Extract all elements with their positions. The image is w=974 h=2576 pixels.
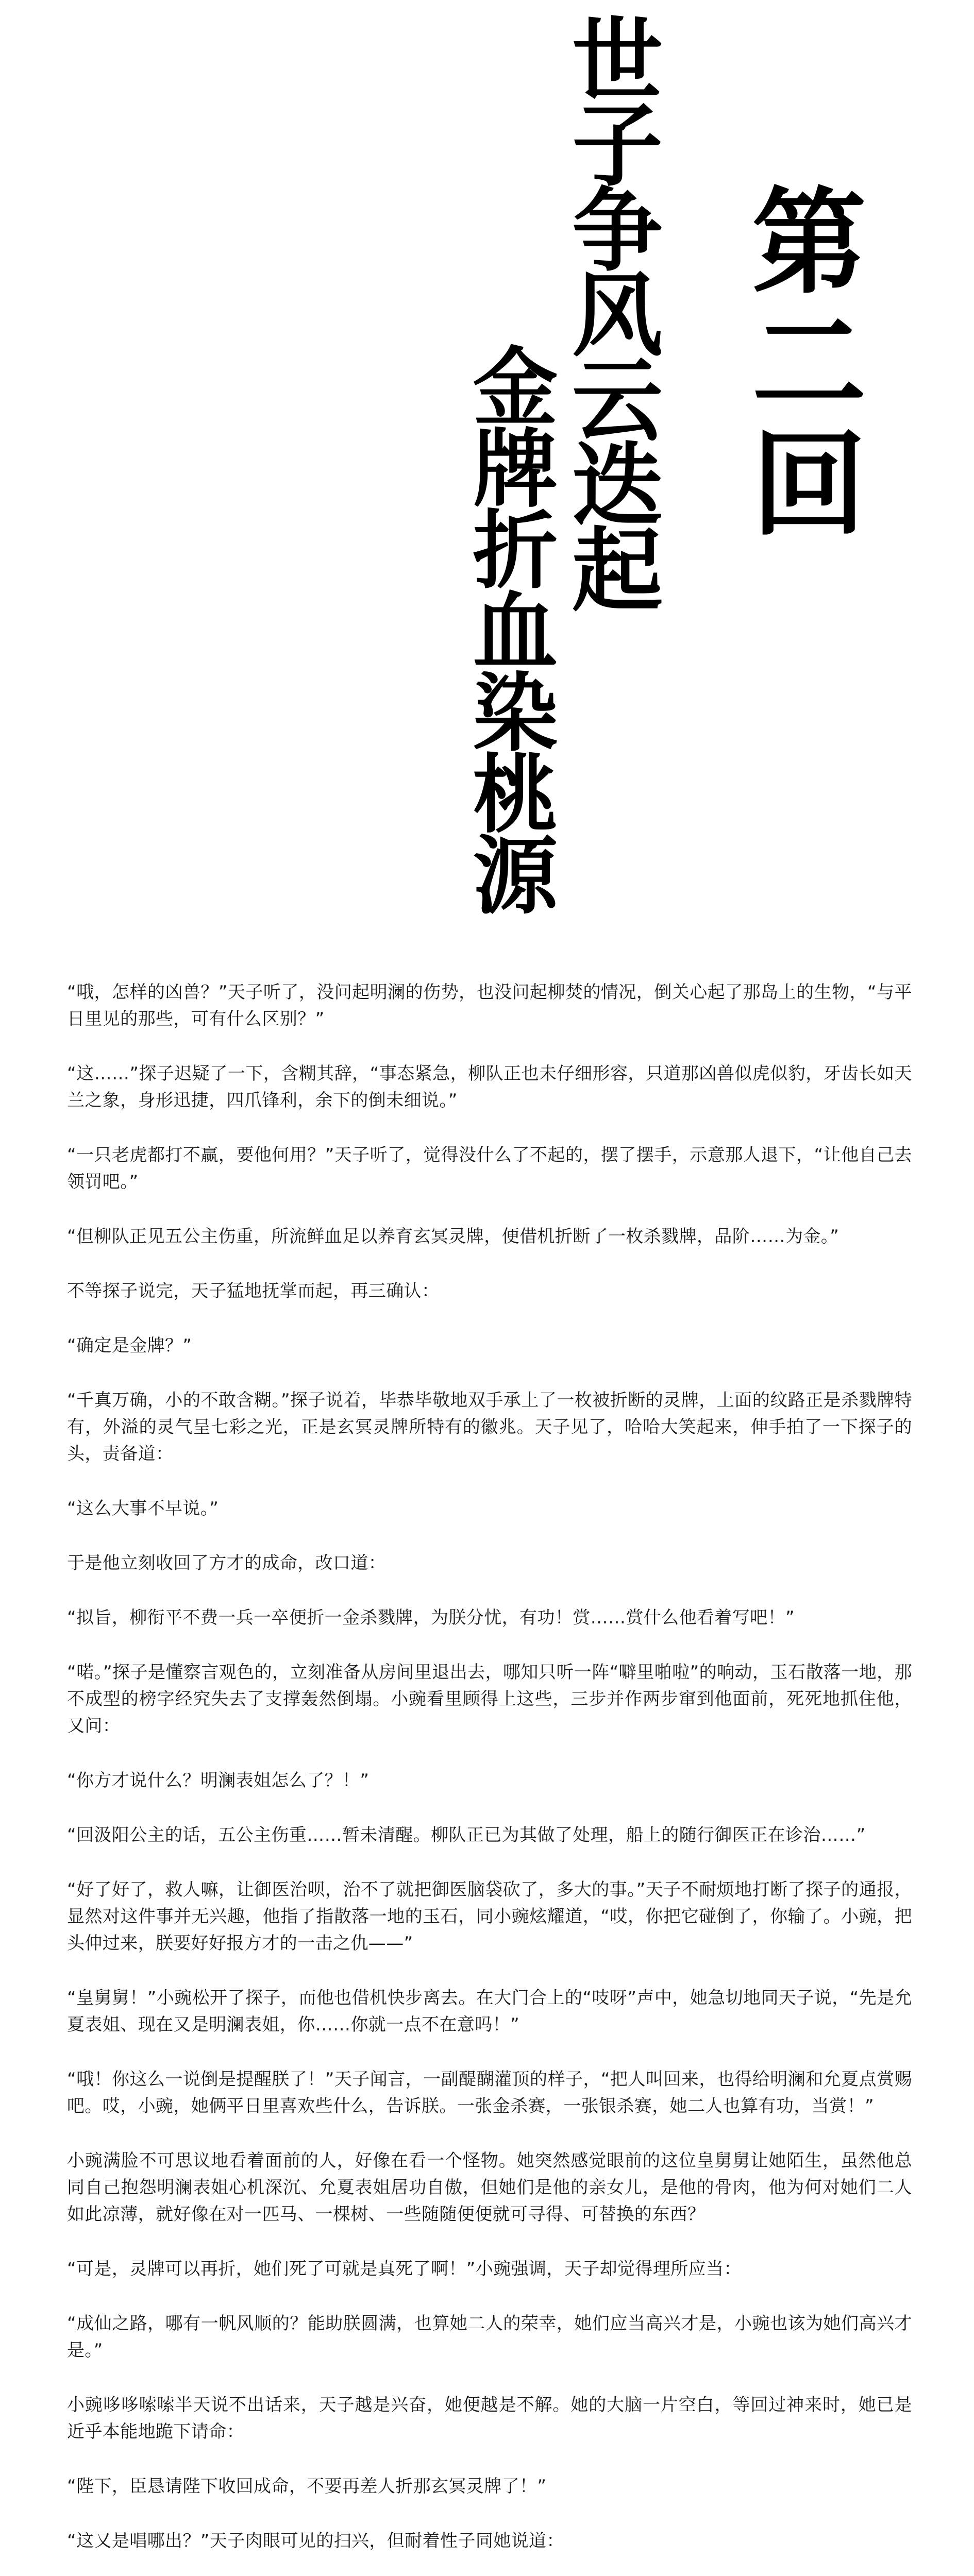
paragraph: “哦，怎样的凶兽？”天子听了，没问起明澜的伤势，也没问起柳焚的情况，倒关心起了那岛上的生物，“与平日里见的那些，可有什么区别？” [67, 982, 912, 1029]
title-main-char: 云 [572, 347, 663, 454]
title-sub-char: 金 [473, 337, 558, 437]
chapter-label-char: 二 [752, 297, 866, 431]
paragraph: “皇舅舅！”小豌松开了探子，而他也借机快步离去。在大门合上的“吱呀”声中，她急切地同天子说，“先是允夏表姐、现在又是明澜表姐，你……你就一点不在意吗！” [67, 1988, 912, 2035]
title-main-char: 争 [572, 177, 663, 284]
paragraph: “但柳队正见五公主伤重，所流鲜血足以养育玄冥灵牌，便借机折断了一枚杀戮牌，品阶……为金。” [67, 1226, 839, 1247]
paragraph: “喏。”探子是懂察言观色的，立刻准备从房间里退出去，哪知只听一阵“噼里啪啦”的响动，玉石散落一地，那不成型的榜字经究失去了支撑轰然倒塌。小豌看里顾得上这些，三步并作两步窜到他面前，死死地抓住他，又问： [67, 1662, 913, 1736]
paragraph: “好了好了，救人嘛，让御医治呗，治不了就把御医脑袋砍了，多大的事。”天子不耐烦地打断了探子的通报，显然对这件事并无兴趣，他指了指散落一地的玉石，同小豌炫耀道，“哎，你把它碰倒了，你输了。小豌，把头伸过来，朕要好好报方才的一击之仇——” [67, 1879, 912, 1954]
title-sub-char: 折 [473, 500, 558, 600]
paragraph: “这又是唱哪出？”天子肉眼可见的扫兴，但耐着性子同她说道： [67, 2531, 564, 2551]
paragraph: “这……”探子迟疑了一下，含糊其辞，“事态紧急，柳队正也未仔细形容，只道那凶兽似虎似豹，牙齿长如天兰之象，身形迅捷，四爪锋利，余下的倒未细说。” [67, 1063, 912, 1111]
title-sub-char: 源 [473, 826, 558, 926]
paragraph: “可是，灵牌可以再折，她们死了可就是真死了啊！”小豌强调，天子却觉得理所应当： [67, 2259, 742, 2279]
paragraph: “陛下，臣恳请陛下收回成命，不要再差人折那玄冥灵牌了！” [67, 2476, 547, 2497]
paragraph: “这么大事不早说。” [67, 1498, 219, 1519]
title-sub-char: 桃 [473, 744, 558, 844]
paragraph: “一只老虎都打不赢，要他何用？”天子听了，觉得没什么了不起的，摆了摆手，示意那人退下，“让他自己去领罚吧。” [67, 1145, 912, 1192]
title-main-char: 风 [572, 262, 663, 369]
title-main-char: 起 [572, 517, 663, 624]
chapter-title-main [566, 7, 669, 624]
paragraph: “你方才说什么？明澜表姐怎么了？！” [67, 1770, 370, 1791]
paragraph: 于是他立刻收回了方才的成命，改口道： [67, 1553, 387, 1573]
title-sub-char: 牌 [473, 419, 558, 519]
chapter-title-sub [464, 337, 567, 926]
paragraph: 小豌哆哆嗦嗦半天说不出话来，天子越是兴奋，她便越是不解。她的大脑一片空白，等回过神来时，她已是近乎本能地跪下请命： [67, 2395, 912, 2442]
story-body [67, 979, 912, 2576]
paragraph: “千真万确，小的不敢含糊。”探子说着，毕恭毕敬地双手承上了一枚被折断的灵牌，上面的纹路正是杀戮牌特有，外溢的灵气呈七彩之光，正是玄冥灵牌所特有的徽兆。天子见了，哈哈大笑起来，伸手拍了一下探子的头，责备道： [67, 1390, 912, 1464]
chapter-label-char: 第 [752, 176, 866, 310]
title-main-char: 子 [572, 92, 663, 199]
paragraph: “拟旨，柳衔平不费一兵一卒便折一金杀戮牌，为朕分忧，有功！赏……赏什么他看着写吧！” [67, 1607, 795, 1628]
title-sub-char: 染 [473, 663, 558, 763]
paragraph: 不等探子说完，天子猛地抚掌而起，再三确认： [67, 1281, 440, 1301]
paragraph: “哦！你这么一说倒是提醒朕了！”天子闻言，一副醍醐灌顶的样子，“把人叫回来，也得给明澜和允夏点赏赐吧。哎，小豌，她俩平日里喜欢些什么，告诉朕。一张金杀赛，一张银杀赛，她二人也算有功，当赏！” [67, 2069, 912, 2116]
paragraph: “回汲阳公主的话，五公主伤重……暂未清醒。柳队正已为其做了处理，船上的随行御医正在诊治……” [67, 1825, 866, 1845]
title-main-char: 世 [572, 7, 663, 114]
title-main-char: 迭 [572, 432, 663, 539]
chapter-title-area [0, 0, 974, 926]
paragraph: “确定是金牌？” [67, 1335, 192, 1356]
paragraph: 小豌满脸不可思议地看着面前的人，好像在看一个怪物。她突然感觉眼前的这位皇舅舅让她陌生，虽然他总同自己抱怨明澜表姐心机深沉、允夏表姐居功自傲，但她们是他的亲女儿，是他的骨肉，他为何对她们二人如此凉薄，就好像在对一匹马、一棵树、一些随随便便就可寻得、可替换的东西？ [67, 2150, 912, 2225]
title-sub-char: 血 [473, 582, 558, 682]
chapter-label-char: 回 [752, 418, 866, 552]
paragraph: “成仙之路，哪有一帆风顺的？能助朕圆满，也算她二人的荣幸，她们应当高兴才是，小豌也该为她们高兴才是。” [67, 2313, 912, 2361]
chapter-number [747, 176, 871, 552]
